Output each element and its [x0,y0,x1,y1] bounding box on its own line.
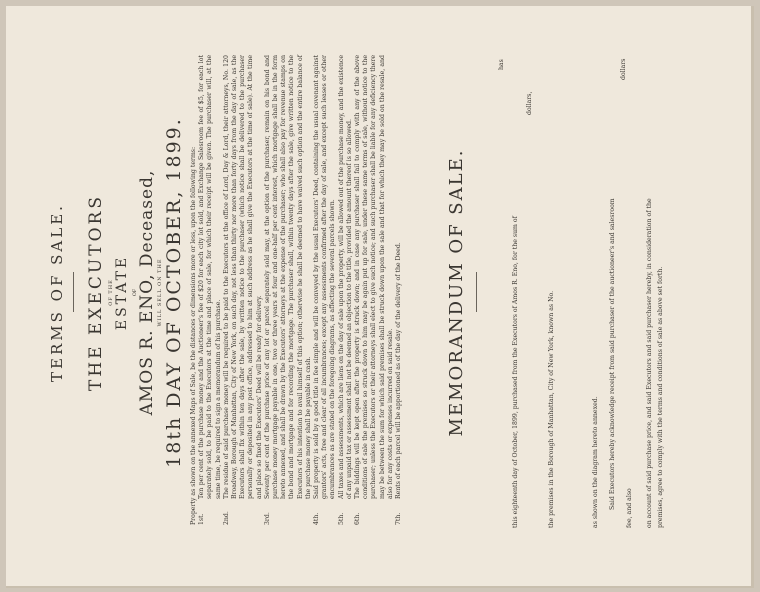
clause-text: The biddings will be kept open after the property is struck down; and in case any purchaser shall fail to comply with any of the above conditions of sale the premises so struck down to him may be again put up for sale, under these same terms of sale, without notice to the purchaser; unless the Executors or their attorneys shall elect to give such notice; and such purchaser shall be liable for any deficiency there may be between the sum for which said premises shall be struck down upon the sale and that for which they may be sold on the resale, and also for any costs or expenses incurred on said resale. [354,55,394,499]
terms-body [190,55,403,525]
memo-line-4: Said Executors hereby acknowledge receipt from said purchaser of the auctioneer's and salesroom [609,198,616,510]
terms-title: TERMS OF SALE. [48,203,66,382]
clause-number: 4th. [313,512,321,525]
clause-number: 2nd. [222,511,230,525]
of-label: OF [132,288,138,297]
executors-title: THE EXECUTORS [86,194,106,391]
clause-2 [223,55,264,525]
memo-line-3: as shown on the diagram hereto annexed. [592,396,599,528]
rotated-terms-of-sale [18,15,738,570]
clause-text: Seventy per cent of the purchase price of any lot or parcel separately sold may, at the option of the purchaser, remain on his bond and purchase money mortgage payable in one, two or three years at four and one-half per cent interest, which mortgage shall be in the form hereto annexed, and shall be drawn by the Executors' attorneys at the expense of the purchaser; who shall also pay for revenue stamps on the bond and mortgage and for recording the mortgage. The purchaser shall, within twenty days after the sale, give written notice to the Executors of his intention to avail himself of this option; otherwise he shall be deemed to have waived such option and the entire balance of the purchase money shall be payable in cash. [263,55,312,499]
clause-number: 7th. [395,512,403,525]
memo-line-2: the premises in the Borough of Manhattan, City of New York, known as No. [548,290,555,528]
clause-text: Ten per cent of the purchase money and the Auctioneer's fee of $20 for each city lot sold, and Exchange Salesroom fee of $5, for each lot separately sold, to be paid to the Executors at the time and place of sale, for which their receipt will be given. The purchaser will, at the same time, be required to sign a memorandum of his purchase. [198,55,222,499]
clause-text: All taxes and assessments, which are liens on the day of sale upon the property, will be allowed out of the purchase money, and the existence of any unpaid tax or assessment shall not be deemed an objection to the title, provided the amount thereof is so allowed. [337,55,353,499]
memo-dollars-1: dollars, [526,91,533,115]
memo-line-1: this eighteenth day of October, 1899, purchased from the Executors of Amos R. Eno, for the sum of [512,216,519,528]
clause-5 [338,55,354,525]
clause-number: 5th. [337,512,345,525]
clause-text: The residue of said purchase money will be required to be paid to the Executors at the office of Lord, Day & Lord, their attorneys, No. 120 Broadway, Borough of Manhattan, City of New York, on such day, not less than thirty nor more than forty days from the day of sale, as the Executors shall fix within ten days after the sale, by written notice to the purchaser (which notice shall be delivered to the purchaser personally or deposited in any post office, addressed to him at such address as he shall give the Executors at the time of sale). At the time and place so fixed the Executors' Deed will be ready for delivery. [222,55,263,499]
estate-label: ESTATE [114,254,130,331]
memo-line-5: fee, and also [626,488,633,528]
sale-date: 18th DAY OF OCTOBER, 1899. [163,117,185,468]
of-the-label: OF THE [108,279,114,306]
memorandum-title: MEMORANDUM OF SALE. [446,148,467,437]
will-sell-label: WILL SELL ON THE [157,258,163,327]
intro-paragraph: Property as shown on the annexed Maps of Sale, be the distances or dimensions more or less, upon the following terms: [190,146,197,525]
clause-7 [395,55,403,525]
clause-number: 1st. [198,513,206,525]
clause-3 [264,55,313,525]
deceased-name: AMOS R. ENO, Deceased, [137,169,157,416]
clause-text: Rents of each parcel will be apportioned as of the day of the delivery of the Deed. [395,242,403,499]
memo-has: has [498,59,505,70]
memo-divider [476,272,477,312]
memo-line-6: on account of said purchase price, and said Executors and said purchaser hereby, in consideration of the [646,198,653,528]
clause-4 [313,55,338,525]
memo-dollars-2: dollars [620,58,627,80]
clause-number: 3rd. [263,512,271,525]
memo-line-7: premises, agree to comply with the terms and conditions of sale as above set forth. [657,266,664,528]
title-divider [73,272,74,312]
clause-6 [354,55,395,525]
clause-1 [198,55,223,525]
clause-text: Said property is sold by a good title in fee simple and will be conveyed by the usual Executors' Deed, containing the usual covenant against grantors' acts, free and clear of all incumbrances; except any assessments confirmed after the day of sale, and except such leases or other encumbrances as are stated on the foregoing diagrams, as affecting the several parcels shown. [313,55,337,499]
clause-number: 6th. [354,512,362,525]
